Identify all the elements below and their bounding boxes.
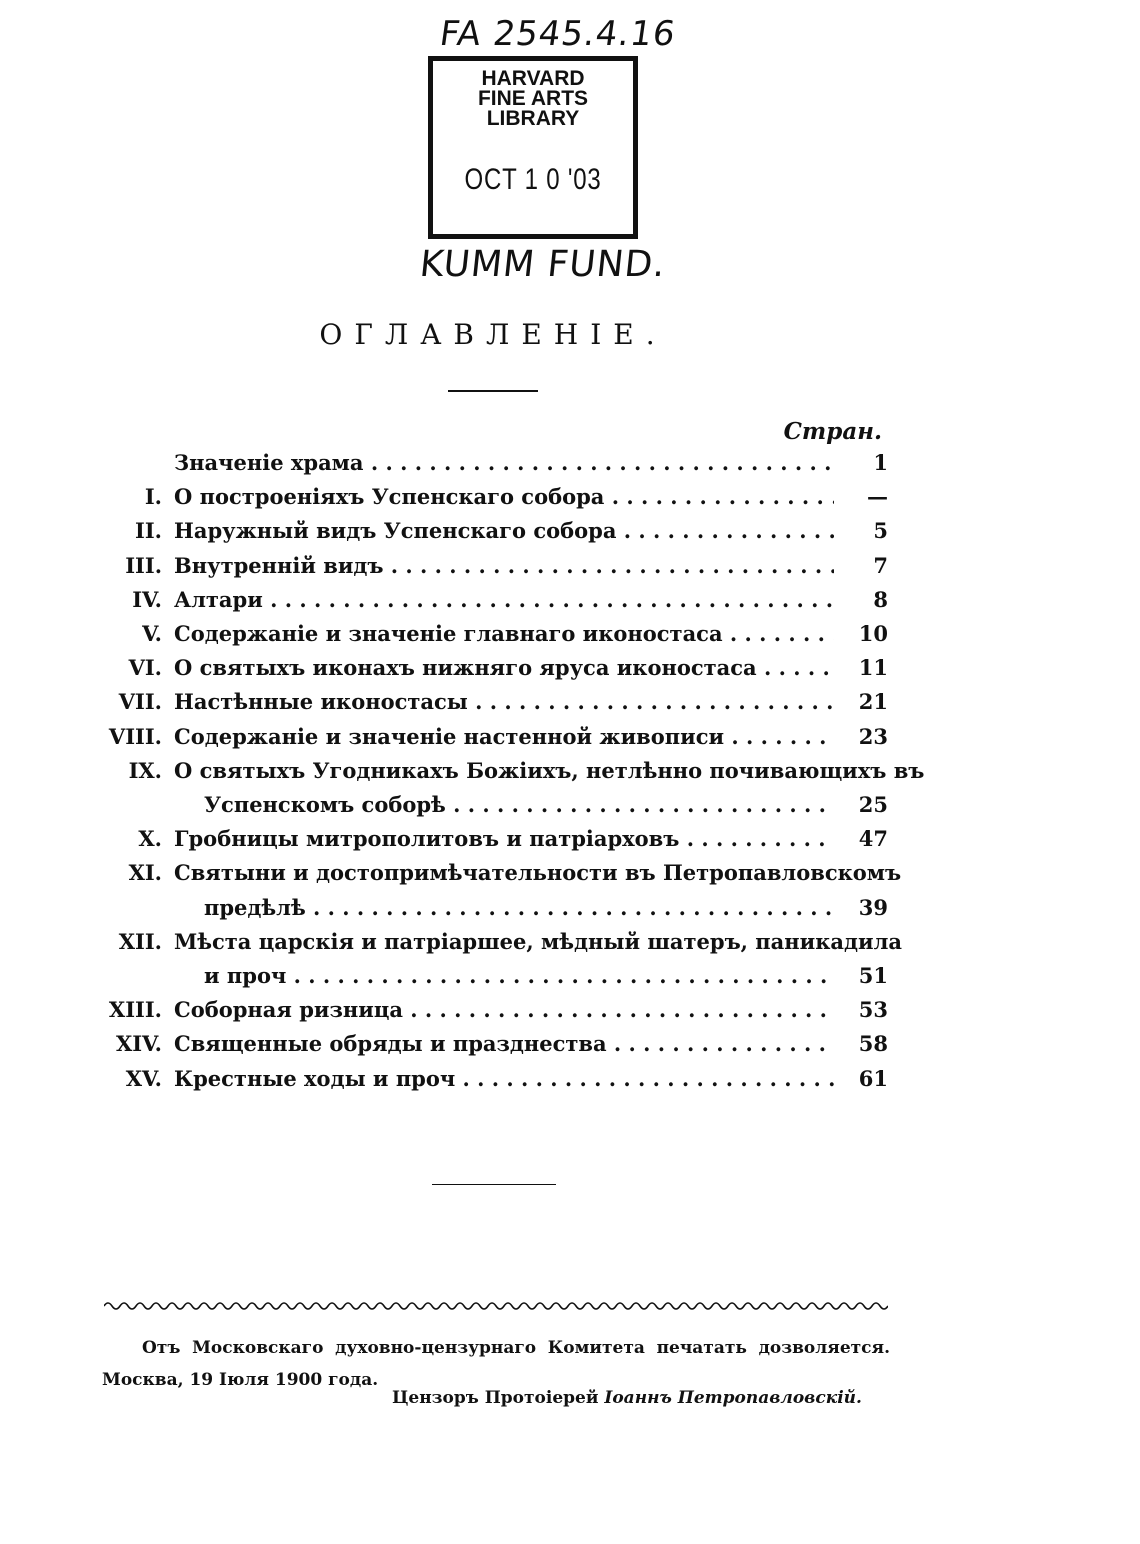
toc-entry-title: О построенiяхъ Успенскаго собора . . . bbox=[174, 480, 834, 514]
toc-entry-title: и проч . . . bbox=[204, 959, 834, 993]
toc-entry-number: XV. bbox=[125, 1065, 162, 1091]
toc-entry bbox=[80, 788, 888, 822]
toc-entry-title: Мѣста царскiя и патрiаршее, мѣдный шатеръ, паникадила bbox=[174, 928, 902, 954]
title-divider bbox=[448, 390, 538, 392]
toc-entry-number: XIII. bbox=[108, 997, 162, 1023]
censorship-notice: Отъ Московскаго духовно-цензурнаго Комитета печатать дозволяется. Москва, 19 Iюля 1900 года. bbox=[102, 1338, 890, 1390]
toc-entry-number: VII. bbox=[118, 689, 162, 715]
toc-entry bbox=[80, 583, 888, 617]
toc-entry-title: Содержанiе и значенiе главнаго иконостаса . . . bbox=[174, 617, 834, 651]
toc-entry-page: 58 bbox=[858, 1031, 888, 1057]
toc-entry-page: 25 bbox=[858, 792, 888, 817]
toc-entry-page: 23 bbox=[858, 723, 888, 749]
toc-entry bbox=[80, 549, 888, 583]
toc-entry-page: 21 bbox=[858, 689, 888, 715]
wavy-divider bbox=[104, 1298, 888, 1314]
toc-entry-number: I. bbox=[144, 484, 162, 510]
toc-entry bbox=[80, 925, 902, 959]
toc-entry-title: Настѣнные иконостасы . . . bbox=[174, 685, 834, 719]
stamp-date: OCT 1 0 '03 bbox=[464, 163, 602, 196]
toc-entry bbox=[80, 993, 888, 1027]
toc-entry-page: 11 bbox=[858, 655, 888, 681]
toc-entry-title: Наружный видъ Успенскаго собора . . . bbox=[174, 514, 834, 548]
toc-entry-number: X. bbox=[138, 826, 162, 852]
toc-entry-number: XI. bbox=[128, 860, 162, 886]
call-number: FA 2545.4.16 bbox=[437, 14, 679, 54]
toc-entry bbox=[80, 617, 888, 651]
toc-entry bbox=[80, 651, 888, 685]
toc-entry-number: VIII. bbox=[108, 723, 162, 749]
toc-entry-page: 39 bbox=[858, 894, 888, 920]
toc-entry bbox=[80, 959, 888, 993]
toc-entry-title: Значенiе храма . . . bbox=[174, 446, 834, 480]
toc-entry bbox=[80, 1027, 888, 1061]
toc-entry-title: Священные обряды и празднества . . . bbox=[174, 1027, 834, 1061]
toc-entry bbox=[80, 720, 888, 754]
fund-note: KUMM FUND. bbox=[417, 244, 668, 285]
censor-signature bbox=[392, 1388, 862, 1408]
toc-entry-title: О святыхъ Угодникахъ Божiихъ, нетлѣнно почивающихъ въ bbox=[174, 757, 925, 783]
toc-entry-page: 8 bbox=[873, 586, 888, 612]
toc-entry-number: IV. bbox=[132, 586, 162, 612]
toc-entry-page: 61 bbox=[858, 1065, 888, 1091]
toc-entry bbox=[80, 685, 888, 719]
toc-entry bbox=[80, 1062, 888, 1096]
toc-entry-title: Алтари . . . bbox=[174, 583, 834, 617]
toc-entry-number: III. bbox=[125, 552, 162, 578]
toc-entry-title: О святыхъ иконахъ нижняго яруса иконостаса . . . bbox=[174, 651, 834, 685]
toc-entry bbox=[80, 446, 888, 480]
toc-entry-page: 5 bbox=[873, 518, 888, 544]
toc-entry-title: Успенскомъ соборѣ . . . bbox=[204, 788, 834, 822]
censor-prefix: Цензоръ Протоiерей bbox=[392, 1388, 599, 1408]
toc-entry-page: 53 bbox=[858, 997, 888, 1023]
toc-entry bbox=[80, 754, 925, 788]
stamp-line: FINE ARTS bbox=[477, 87, 589, 110]
toc-entry-number: II. bbox=[135, 518, 162, 544]
toc-entry-title: предѣлѣ . . . bbox=[204, 891, 834, 925]
toc-entry-number: XIV. bbox=[115, 1031, 162, 1057]
toc-entry bbox=[80, 480, 888, 514]
toc-entry bbox=[80, 891, 888, 925]
toc-entry-number: V. bbox=[142, 621, 162, 646]
toc-entry-page: 47 bbox=[858, 826, 888, 852]
toc-entry-title: Святыни и достопримѣчательности въ Петропавловскомъ bbox=[174, 860, 902, 886]
library-stamp bbox=[428, 56, 638, 239]
toc-entry-page: 51 bbox=[858, 963, 888, 988]
toc-entry-page: — bbox=[867, 484, 888, 510]
toc-entry-title: Внутреннiй видъ . . . bbox=[174, 549, 834, 583]
toc-entry bbox=[80, 856, 902, 890]
toc-entry-page: 7 bbox=[873, 552, 888, 578]
censor-name: Iоаннъ Петропавловскiй. bbox=[604, 1388, 862, 1408]
toc-entry bbox=[80, 822, 888, 856]
toc-entry-number: XII. bbox=[118, 928, 162, 954]
toc-entry-number: VI. bbox=[128, 655, 162, 681]
toc-entry-title: Крестные ходы и проч . . . bbox=[174, 1062, 834, 1096]
toc-entry-number: IX. bbox=[128, 757, 162, 783]
toc-entry-page: 1 bbox=[873, 450, 888, 475]
page-title: ОГЛАВЛЕНIЕ. bbox=[319, 318, 667, 351]
toc-entry-page: 10 bbox=[858, 621, 888, 646]
toc-entry bbox=[80, 514, 888, 548]
stamp-line: LIBRARY bbox=[486, 107, 580, 130]
end-divider bbox=[432, 1184, 556, 1185]
toc-entry-title: Соборная ризница . . . bbox=[174, 993, 834, 1027]
page-column-label: Стран. bbox=[783, 418, 882, 445]
toc-entry-title: Гробницы митрополитовъ и патрiарховъ . . . bbox=[174, 822, 834, 856]
stamp-line: HARVARD bbox=[481, 67, 585, 90]
toc-entry-title: Содержанiе и значенiе настенной живописи . . . bbox=[174, 720, 834, 754]
